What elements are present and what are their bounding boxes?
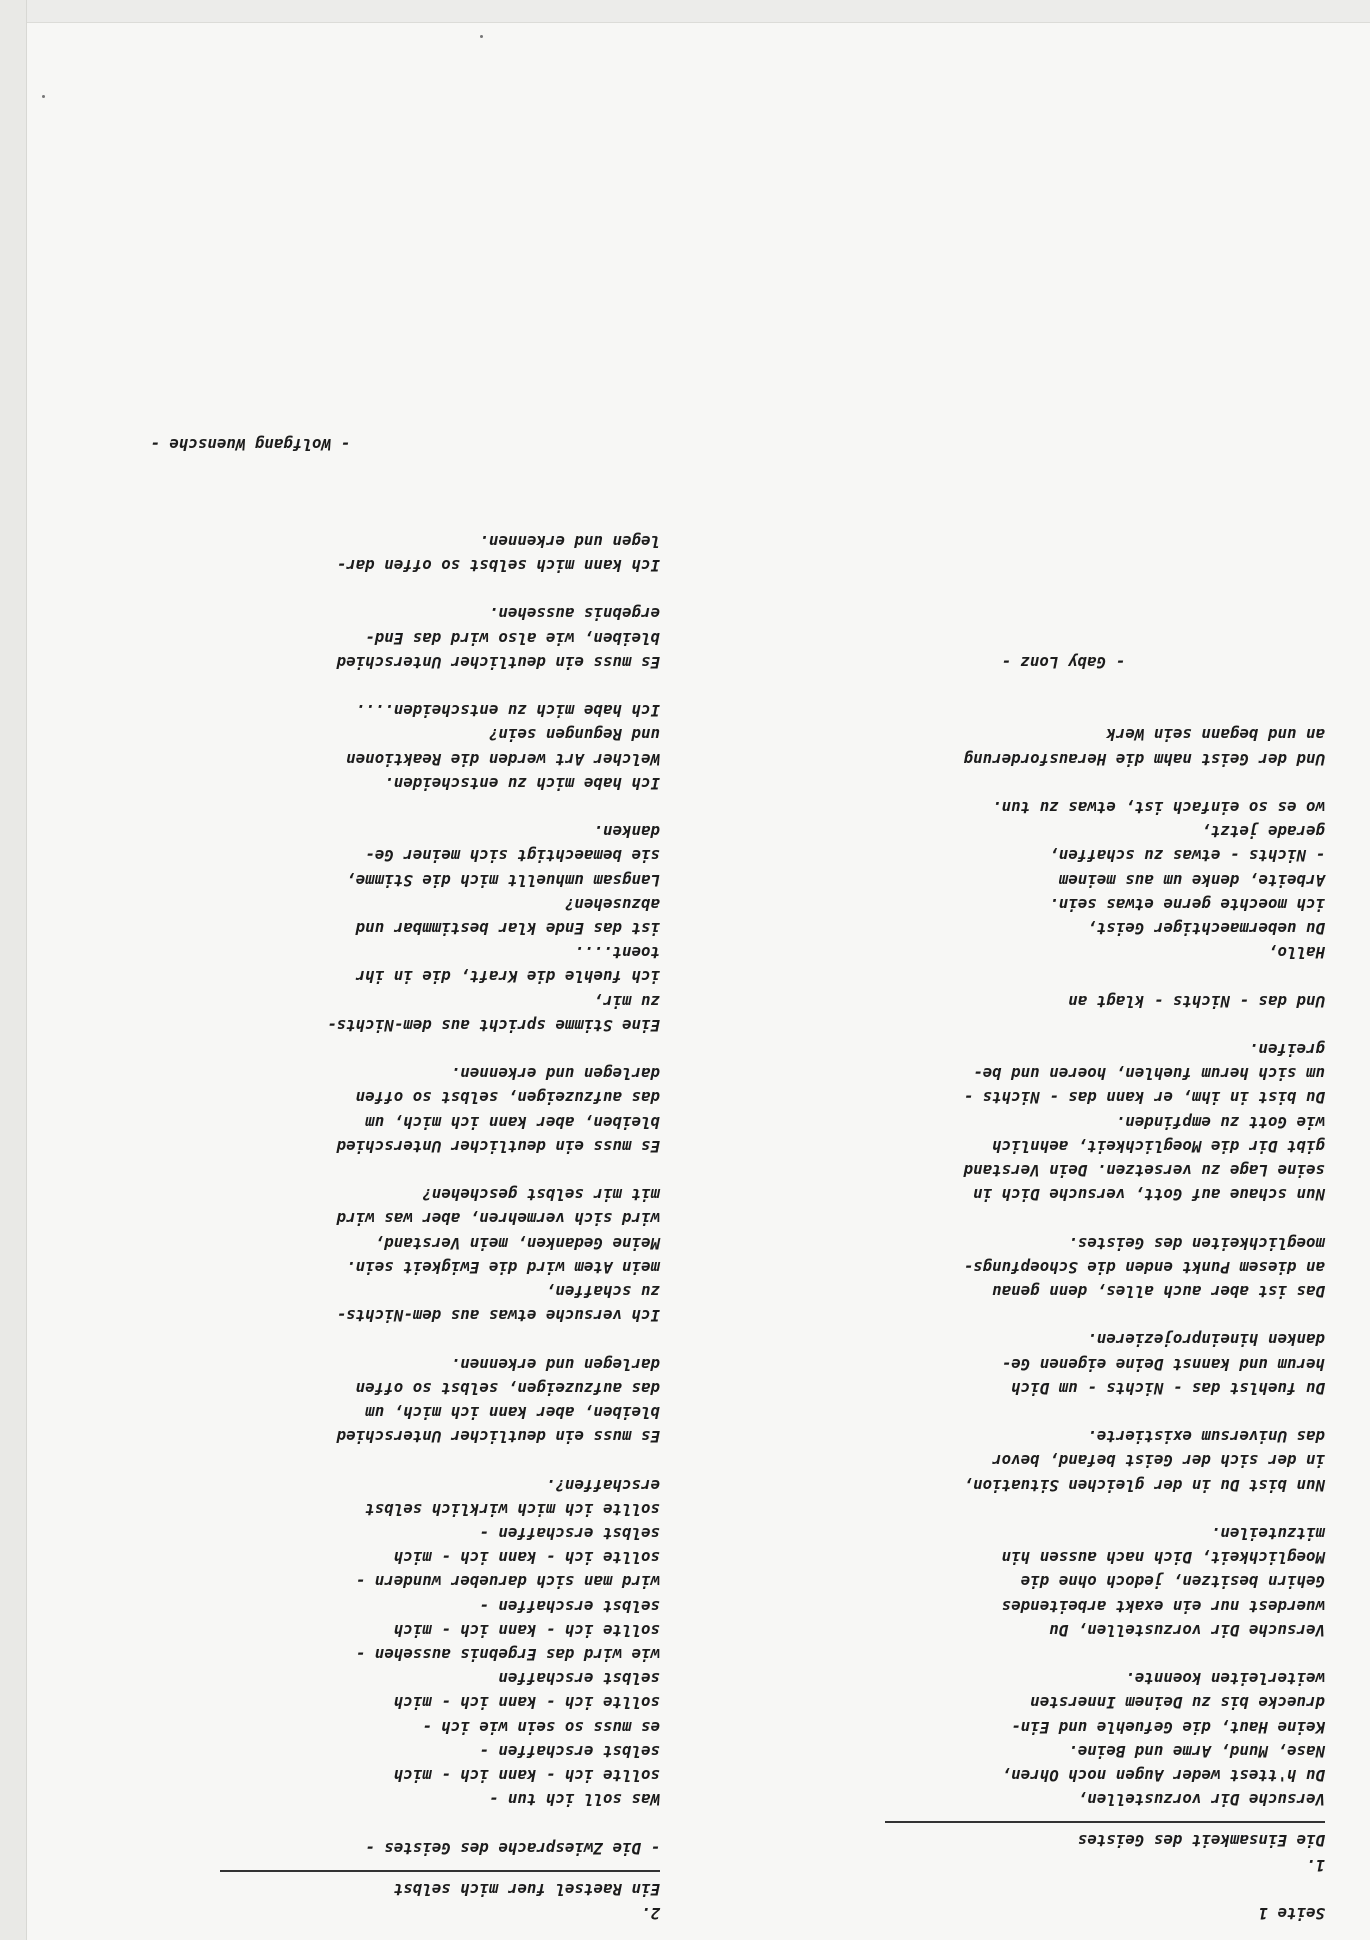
- text-line: sollte ich - kann ich - mich: [393, 1548, 660, 1568]
- text-line: Gehirn besitzen, jedoch ohne die: [1020, 1572, 1325, 1592]
- text-line: Es muss ein deutlicher Unterschied: [336, 1427, 660, 1447]
- text-line: Versuche Dir vorzustellen,: [1077, 1790, 1325, 1810]
- text-line: Und das - Nichts - klagt an: [1068, 991, 1325, 1011]
- text-line: Eine Stimme spricht aus dem-Nichts-: [327, 1015, 660, 1035]
- section-2-rule: [220, 1870, 660, 1872]
- text-line: seine Lage zu versetzen. Dein Verstand: [963, 1161, 1325, 1180]
- text-line: Versuche Dir vorzustellen, Du: [1049, 1620, 1325, 1640]
- section-2-number: 2.: [640, 1904, 660, 1923]
- text-line: gibt Dir die Moeglichkeit, aehnlich: [992, 1136, 1325, 1156]
- section-2-text: [50, 529, 660, 1812]
- text-line: Das ist aber auch alles, denn genau: [992, 1282, 1325, 1301]
- section-2-subtitle: - Die Zwiesprache des Geistes -: [365, 1838, 660, 1858]
- text-line: Es muss ein deutlicher Unterschied: [336, 1136, 660, 1156]
- text-line: moeglichkeiten des Geistes.: [1068, 1233, 1325, 1253]
- text-line: Ich kann mich selbst so offen dar-: [336, 555, 660, 575]
- text-line: bleiben, wie also wird das End-: [365, 628, 660, 648]
- page-label: Seite 1: [1258, 1904, 1325, 1923]
- text-line: sollte ich - kann ich - mich: [393, 1766, 660, 1785]
- text-line: - Nichts - etwas zu schaffen,: [1049, 846, 1325, 866]
- text-line: selbst erschaffen -: [479, 1741, 660, 1761]
- text-line: Arbeite, denke um aus meinem: [1058, 870, 1325, 890]
- section-1-rule: [885, 1821, 1325, 1823]
- section-2-signature: - Wolfgang Wuensche -: [150, 434, 350, 454]
- text-line: sollte ich - kann ich - mich: [393, 1620, 660, 1640]
- text-line: Du h'ttest weder Augen noch Ohren,: [1001, 1766, 1325, 1785]
- section-1-number: 1.: [1305, 1855, 1325, 1875]
- text-line: wie Gott zu empfinden.: [1115, 1112, 1325, 1132]
- text-line: das aufzuzeigen, selbst so offen: [355, 1088, 660, 1108]
- text-line: Du bist in ihm, er kann das - Nichts -: [963, 1088, 1325, 1108]
- text-line: Langsam umhuellt mich die Stimme,: [346, 870, 660, 890]
- text-line: das aufzuzeigen, selbst so offen: [355, 1378, 660, 1398]
- text-line: danken hineinprojezieren.: [1087, 1330, 1325, 1350]
- text-line: Ich habe mich zu entscheiden....: [355, 701, 660, 721]
- text-line: Nase, Mund, Arme und Beine.: [1068, 1741, 1325, 1761]
- text-line: ich moechte gerne etwas sein.: [1049, 894, 1325, 914]
- text-line: Welcher Art werden die Reaktionen: [346, 749, 660, 769]
- text-line: wie wird das Ergebnis aussehen -: [355, 1644, 660, 1664]
- text-line: Es muss ein deutlicher Unterschied: [336, 652, 660, 672]
- text-line: um sich herum fuehlen, hoeren und be-: [973, 1064, 1325, 1084]
- text-line: herum und kannst Deine eigenen Ge-: [1001, 1354, 1325, 1374]
- text-line: erschaffen?.: [545, 1475, 660, 1495]
- text-line: darlegen und erkennen.: [450, 1064, 660, 1084]
- text-line: wird sich vermehren, aber was wird: [336, 1209, 660, 1229]
- text-line: sollte ich - kann ich - mich: [393, 1693, 660, 1713]
- text-line: wuerdest nur ein exakt arbeitendes: [1001, 1596, 1325, 1616]
- text-line: und Regungen sein?: [488, 725, 660, 745]
- text-line: wo es so einfach ist, etwas zu tun.: [992, 797, 1325, 817]
- text-line: weiterleiten koennte.: [1125, 1669, 1325, 1689]
- text-line: mitzuteilen.: [1210, 1523, 1325, 1543]
- text-line: Nun schaue auf Gott, versuche Dich in: [973, 1185, 1325, 1205]
- text-line: ist das Ende klar bestimmbar und: [355, 918, 660, 938]
- text-line: Moeglichkeit, Dich nach aussen hin: [1001, 1548, 1325, 1568]
- text-line: zu schaffen,: [545, 1281, 660, 1301]
- column-section-1: [710, 650, 1325, 1925]
- text-line: mein Atem wird die Ewigkeit sein.: [346, 1257, 660, 1277]
- text-line: Nun bist Du in der gleichen Situation,: [963, 1475, 1325, 1495]
- text-line: es muss so sein wie ich -: [422, 1717, 660, 1737]
- text-line: Ich habe mich zu entscheiden.: [384, 773, 660, 793]
- text-line: greifen.: [1248, 1039, 1325, 1059]
- text-line: Du fuehlst das - Nichts - um Dich: [1011, 1378, 1325, 1398]
- text-line: abzusehen?: [564, 894, 660, 914]
- text-line: Hallo,: [1267, 943, 1325, 963]
- text-line: bleiben, aber kann ich mich, um: [365, 1112, 660, 1132]
- column-section-2: [50, 432, 660, 1925]
- text-line: bleiben, aber kann ich mich, um: [365, 1402, 660, 1422]
- text-line: Ich versuche etwas aus dem-Nichts-: [336, 1306, 660, 1326]
- text-line: danken.: [593, 822, 660, 842]
- text-line: an und begann sein Werk: [1106, 725, 1325, 745]
- section-2-title: Ein Raetsel fuer mich selbst: [393, 1879, 660, 1899]
- section-1-title: Die Einsamkeit des Geistes: [1077, 1831, 1325, 1851]
- text-line: gerade jetzt,: [1201, 822, 1325, 842]
- text-line: Was soll ich tun -: [488, 1790, 660, 1810]
- section-1-text: [710, 722, 1325, 1811]
- text-line: Meine Gedanken, mein Verstand,: [374, 1233, 660, 1253]
- text-line: Und der Geist nahm die Herausforderung: [963, 749, 1325, 769]
- text-line: selbst erschaffen -: [479, 1596, 660, 1616]
- text-line: selbst erschaffen: [498, 1669, 660, 1689]
- text-line: an diesem Punkt enden die Schoepfungs-: [963, 1257, 1325, 1277]
- text-line: das Universum existierte.: [1087, 1427, 1325, 1447]
- text-line: toent....: [574, 943, 660, 963]
- text-line: ergebnis aussehen.: [488, 604, 660, 624]
- text-line: sollte ich mich wirklich selbst: [365, 1499, 660, 1519]
- text-line: ich fuehle die Kraft, die in ihr: [355, 967, 660, 987]
- text-line: selbst erschaffen -: [479, 1523, 660, 1543]
- text-line: zu mir,: [593, 991, 660, 1011]
- text-line: Keine Haut, die Gefuehle und Ein-: [1011, 1717, 1325, 1737]
- text-line: legen und erkennen.: [479, 531, 660, 551]
- text-line: druecke bis zu Deinem Innersten: [1030, 1693, 1325, 1713]
- text-line: in der sich der Geist befand, bevor: [992, 1451, 1325, 1471]
- text-line: Du uebermaechtiger Geist,: [1087, 919, 1325, 938]
- text-line: mit mir selbst geschehen?: [422, 1185, 660, 1205]
- text-line: sie bemaechtigt sich meiner Ge-: [365, 846, 660, 866]
- text-line: darlegen und erkennen.: [450, 1354, 660, 1374]
- section-1-signature: - Gaby Lonz -: [1001, 652, 1125, 672]
- text-line: wird man sich darueber wundern -: [355, 1572, 660, 1592]
